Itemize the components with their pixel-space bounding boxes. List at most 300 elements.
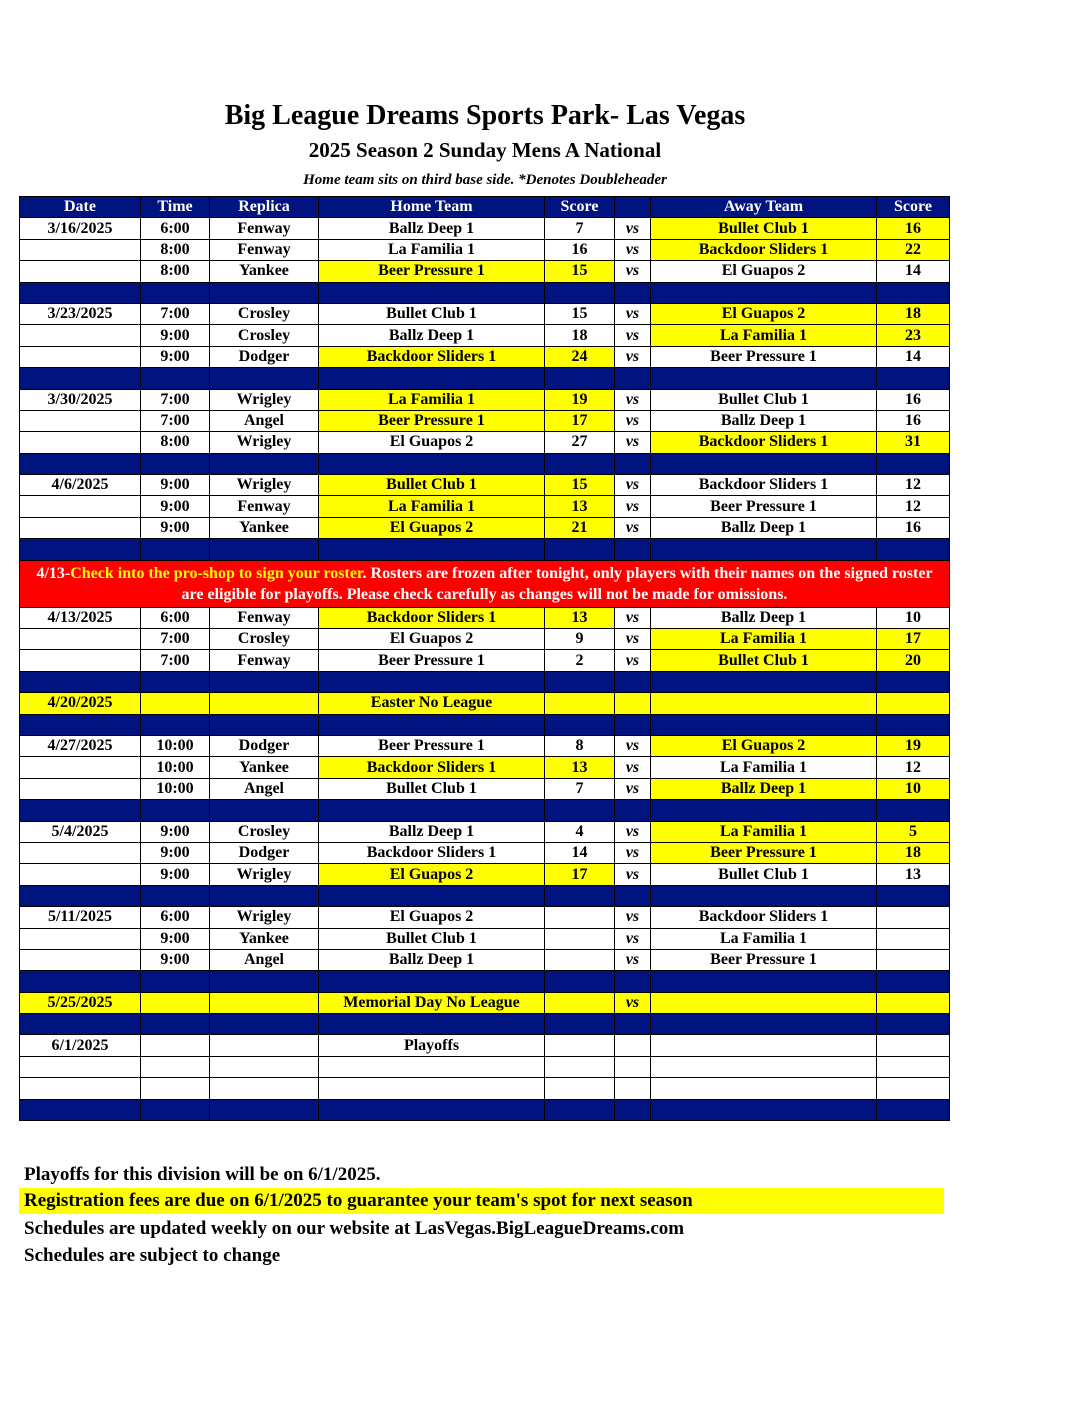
time-cell [141, 1056, 210, 1077]
field-cell: Fenway [210, 218, 319, 239]
away-team-cell: Backdoor Sliders 1 [651, 432, 877, 453]
home-team-cell: Bullet Club 1 [319, 303, 545, 324]
separator-cell [615, 1014, 651, 1035]
separator-cell [651, 282, 877, 303]
separator-cell [651, 453, 877, 474]
time-cell: 6:00 [141, 607, 210, 628]
home-team-cell: Backdoor Sliders 1 [319, 346, 545, 367]
time-cell: 9:00 [141, 821, 210, 842]
separator-cell [877, 971, 950, 992]
home-team-cell [319, 1056, 545, 1077]
separator-cell [545, 885, 615, 906]
field-cell [210, 1078, 319, 1099]
time-cell: 8:00 [141, 432, 210, 453]
time-cell [141, 1035, 210, 1056]
notice-prefix: 4/13- [36, 564, 71, 582]
field-cell: Angel [210, 949, 319, 970]
separator-cell [141, 539, 210, 560]
field-cell: Wrigley [210, 475, 319, 496]
separator-cell [20, 282, 141, 303]
home-score-cell: 19 [545, 389, 615, 410]
separator-cell [319, 368, 545, 389]
time-cell: 7:00 [141, 389, 210, 410]
time-cell: 10:00 [141, 778, 210, 799]
away-score-cell: 16 [877, 218, 950, 239]
separator-cell [319, 539, 545, 560]
separator-cell [20, 453, 141, 474]
vs-cell: vs [615, 821, 651, 842]
game-row [20, 1035, 950, 1056]
home-team-cell: Bullet Club 1 [319, 778, 545, 799]
separator-cell [545, 282, 615, 303]
page-subtitle: 2025 Season 2 Sunday Mens A National [308, 138, 662, 162]
separator-cell [319, 282, 545, 303]
separator-cell [20, 714, 141, 735]
vs-cell: vs [615, 907, 651, 928]
time-cell: 9:00 [141, 864, 210, 885]
vs-cell: vs [615, 239, 651, 260]
separator-cell [545, 1099, 615, 1120]
date-cell [20, 261, 141, 282]
date-cell: 3/16/2025 [20, 218, 141, 239]
home-score-cell: 13 [545, 757, 615, 778]
time-cell: 6:00 [141, 218, 210, 239]
footer-registration-note: Registration fees are due on 6/1/2025 to guarantee your team's spot for next season [19, 1188, 944, 1214]
separator-cell [319, 1014, 545, 1035]
away-team-cell [651, 992, 877, 1013]
week-separator-row [20, 282, 950, 303]
game-row [20, 346, 950, 367]
separator-cell [141, 1099, 210, 1120]
header-vs [615, 197, 651, 218]
vs-cell: vs [615, 496, 651, 517]
home-team-cell: El Guapos 2 [319, 864, 545, 885]
game-row [20, 629, 950, 650]
separator-cell [141, 1014, 210, 1035]
field-cell: Wrigley [210, 389, 319, 410]
separator-cell [141, 453, 210, 474]
week-separator-row [20, 671, 950, 692]
separator-cell [545, 453, 615, 474]
vs-cell: vs [615, 778, 651, 799]
away-team-cell: Backdoor Sliders 1 [651, 907, 877, 928]
home-score-cell: 4 [545, 821, 615, 842]
separator-cell [20, 971, 141, 992]
separator-cell [615, 453, 651, 474]
game-row [20, 475, 950, 496]
field-cell: Crosley [210, 325, 319, 346]
separator-cell [20, 671, 141, 692]
away-team-cell: Beer Pressure 1 [651, 842, 877, 863]
home-team-cell: Beer Pressure 1 [319, 261, 545, 282]
separator-cell [615, 971, 651, 992]
away-score-cell: 16 [877, 517, 950, 538]
date-cell [20, 778, 141, 799]
time-cell: 8:00 [141, 239, 210, 260]
date-cell [20, 928, 141, 949]
separator-cell [20, 1099, 141, 1120]
separator-cell [877, 671, 950, 692]
home-team-cell: La Familia 1 [319, 389, 545, 410]
vs-cell: vs [615, 735, 651, 756]
footer-website-note: Schedules are updated weekly on our website at LasVegas.BigLeagueDreams.com [24, 1218, 685, 1239]
holiday-label: Memorial Day No League [319, 992, 545, 1013]
separator-cell [877, 539, 950, 560]
field-cell: Crosley [210, 629, 319, 650]
home-team-cell: El Guapos 2 [319, 517, 545, 538]
field-cell: Yankee [210, 261, 319, 282]
time-cell: 7:00 [141, 410, 210, 431]
separator-cell [545, 800, 615, 821]
away-team-cell: Ballz Deep 1 [651, 410, 877, 431]
week-separator-row [20, 1014, 950, 1035]
away-team-cell: Ballz Deep 1 [651, 778, 877, 799]
separator-cell [615, 539, 651, 560]
game-row [20, 410, 950, 431]
time-cell: 9:00 [141, 496, 210, 517]
home-team-cell: Bullet Club 1 [319, 475, 545, 496]
header-away-team: Away Team [651, 197, 877, 218]
home-team-cell: La Familia 1 [319, 239, 545, 260]
field-cell: Fenway [210, 239, 319, 260]
footer-playoffs-note: Playoffs for this division will be on 6/1/2025. [24, 1164, 381, 1185]
time-cell: 9:00 [141, 346, 210, 367]
game-row [20, 389, 950, 410]
time-cell: 10:00 [141, 735, 210, 756]
separator-cell [210, 1099, 319, 1120]
away-score-cell [877, 693, 950, 714]
field-cell: Angel [210, 410, 319, 431]
vs-cell: vs [615, 261, 651, 282]
separator-cell [141, 714, 210, 735]
home-score-cell: 2 [545, 650, 615, 671]
time-cell [141, 693, 210, 714]
time-cell: 7:00 [141, 629, 210, 650]
time-cell: 10:00 [141, 757, 210, 778]
away-score-cell: 16 [877, 410, 950, 431]
separator-cell [141, 800, 210, 821]
vs-cell: vs [615, 650, 651, 671]
date-cell [20, 410, 141, 431]
home-score-cell [545, 928, 615, 949]
away-score-cell: 31 [877, 432, 950, 453]
game-row [20, 907, 950, 928]
game-row [20, 757, 950, 778]
away-team-cell [651, 1078, 877, 1099]
field-cell: Fenway [210, 607, 319, 628]
home-score-cell: 18 [545, 325, 615, 346]
away-team-cell: La Familia 1 [651, 757, 877, 778]
away-team-cell: Ballz Deep 1 [651, 607, 877, 628]
field-cell [210, 1056, 319, 1077]
home-score-cell: 7 [545, 778, 615, 799]
separator-cell [651, 971, 877, 992]
game-row [20, 239, 950, 260]
home-team-cell: Playoffs [319, 1035, 545, 1056]
home-score-cell: 17 [545, 410, 615, 431]
game-row [20, 432, 950, 453]
home-team-cell: Bullet Club 1 [319, 928, 545, 949]
home-score-cell: 21 [545, 517, 615, 538]
date-cell: 5/4/2025 [20, 821, 141, 842]
header-away-score: Score [877, 197, 950, 218]
away-score-cell [877, 949, 950, 970]
away-score-cell: 12 [877, 496, 950, 517]
away-team-cell: Beer Pressure 1 [651, 346, 877, 367]
separator-cell [210, 671, 319, 692]
date-cell [20, 757, 141, 778]
separator-cell [877, 1014, 950, 1035]
separator-cell [210, 539, 319, 560]
home-team-cell: Backdoor Sliders 1 [319, 757, 545, 778]
date-cell [20, 517, 141, 538]
time-cell [141, 1078, 210, 1099]
home-team-cell: El Guapos 2 [319, 432, 545, 453]
date-cell [20, 325, 141, 346]
separator-cell [615, 368, 651, 389]
vs-cell: vs [615, 517, 651, 538]
vs-cell: vs [615, 629, 651, 650]
time-cell: 9:00 [141, 928, 210, 949]
separator-cell [210, 800, 319, 821]
game-row [20, 778, 950, 799]
separator-cell [210, 885, 319, 906]
home-team-cell: Backdoor Sliders 1 [319, 607, 545, 628]
separator-cell [210, 282, 319, 303]
away-team-cell: El Guapos 2 [651, 303, 877, 324]
game-row [20, 218, 950, 239]
week-separator-row [20, 971, 950, 992]
week-separator-row [20, 800, 950, 821]
away-team-cell: La Familia 1 [651, 821, 877, 842]
notice-highlight: Check into the pro-shop to sign your roster [70, 564, 363, 582]
date-cell [20, 1078, 141, 1099]
away-score-cell: 23 [877, 325, 950, 346]
home-score-cell: 15 [545, 261, 615, 282]
home-score-cell [545, 992, 615, 1013]
separator-cell [877, 1099, 950, 1120]
date-cell [20, 1056, 141, 1077]
separator-cell [545, 368, 615, 389]
separator-cell [319, 971, 545, 992]
away-score-cell: 18 [877, 303, 950, 324]
separator-cell [20, 885, 141, 906]
home-team-cell: Beer Pressure 1 [319, 410, 545, 431]
home-team-cell: Beer Pressure 1 [319, 650, 545, 671]
home-team-cell: Ballz Deep 1 [319, 949, 545, 970]
time-cell: 9:00 [141, 517, 210, 538]
separator-cell [319, 1099, 545, 1120]
home-team-cell: La Familia 1 [319, 496, 545, 517]
away-team-cell [651, 1056, 877, 1077]
home-score-cell: 8 [545, 735, 615, 756]
vs-cell: vs [615, 757, 651, 778]
vs-cell: vs [615, 218, 651, 239]
separator-cell [615, 1099, 651, 1120]
game-row [20, 864, 950, 885]
away-team-cell: El Guapos 2 [651, 261, 877, 282]
date-cell [20, 864, 141, 885]
away-score-cell: 13 [877, 864, 950, 885]
separator-cell [651, 885, 877, 906]
vs-cell: vs [615, 389, 651, 410]
away-score-cell [877, 1056, 950, 1077]
separator-cell [545, 714, 615, 735]
away-team-cell: Backdoor Sliders 1 [651, 475, 877, 496]
time-cell: 7:00 [141, 303, 210, 324]
schedule-note: Home team sits on third base side. *Denotes Doubleheader [303, 172, 667, 188]
date-cell [20, 949, 141, 970]
vs-cell [615, 1056, 651, 1077]
separator-cell [651, 671, 877, 692]
game-row [20, 842, 950, 863]
separator-cell [319, 671, 545, 692]
field-cell: Fenway [210, 650, 319, 671]
header-date: Date [20, 197, 141, 218]
game-row [20, 325, 950, 346]
date-cell [20, 346, 141, 367]
away-score-cell: 22 [877, 239, 950, 260]
away-team-cell: La Familia 1 [651, 629, 877, 650]
away-team-cell [651, 1035, 877, 1056]
vs-cell [615, 1035, 651, 1056]
date-cell [20, 629, 141, 650]
separator-cell [651, 714, 877, 735]
home-score-cell: 7 [545, 218, 615, 239]
separator-cell [651, 368, 877, 389]
field-cell: Crosley [210, 821, 319, 842]
vs-cell: vs [615, 607, 651, 628]
date-cell [20, 239, 141, 260]
away-score-cell [877, 992, 950, 1013]
home-score-cell: 9 [545, 629, 615, 650]
away-score-cell: 17 [877, 629, 950, 650]
home-score-cell: 16 [545, 239, 615, 260]
vs-cell: vs [615, 864, 651, 885]
field-cell: Yankee [210, 517, 319, 538]
game-row [20, 928, 950, 949]
separator-cell [319, 714, 545, 735]
separator-cell [877, 714, 950, 735]
holiday-row [20, 992, 950, 1013]
separator-cell [651, 800, 877, 821]
home-score-cell [545, 1056, 615, 1077]
separator-cell [210, 1014, 319, 1035]
date-cell [20, 496, 141, 517]
away-score-cell: 10 [877, 607, 950, 628]
separator-cell [141, 971, 210, 992]
separator-cell [877, 800, 950, 821]
page-title: Big League Dreams Sports Park- Las Vegas [224, 100, 746, 131]
away-team-cell: La Familia 1 [651, 928, 877, 949]
footer-change-note: Schedules are subject to change [24, 1245, 281, 1266]
game-row [20, 517, 950, 538]
date-cell: 3/23/2025 [20, 303, 141, 324]
home-team-cell: Ballz Deep 1 [319, 821, 545, 842]
home-score-cell [545, 1078, 615, 1099]
date-cell: 5/11/2025 [20, 907, 141, 928]
separator-cell [615, 282, 651, 303]
away-team-cell: Bullet Club 1 [651, 218, 877, 239]
field-cell: Fenway [210, 496, 319, 517]
date-cell: 4/27/2025 [20, 735, 141, 756]
separator-cell [545, 1014, 615, 1035]
home-score-cell: 24 [545, 346, 615, 367]
separator-cell [141, 671, 210, 692]
date-cell: 3/30/2025 [20, 389, 141, 410]
game-row [20, 650, 950, 671]
vs-cell: vs [615, 346, 651, 367]
vs-cell: vs [615, 842, 651, 863]
game-row [20, 735, 950, 756]
field-cell: Yankee [210, 928, 319, 949]
away-score-cell: 5 [877, 821, 950, 842]
date-cell: 4/20/2025 [20, 693, 141, 714]
roster-notice [20, 560, 950, 607]
separator-cell [651, 1099, 877, 1120]
field-cell [210, 693, 319, 714]
away-score-cell [877, 1035, 950, 1056]
separator-cell [210, 971, 319, 992]
away-team-cell: Backdoor Sliders 1 [651, 239, 877, 260]
header-home-team: Home Team [319, 197, 545, 218]
field-cell: Crosley [210, 303, 319, 324]
time-cell: 9:00 [141, 475, 210, 496]
home-team-cell: Backdoor Sliders 1 [319, 842, 545, 863]
away-score-cell [877, 1078, 950, 1099]
header-home-score: Score [545, 197, 615, 218]
week-separator-row [20, 453, 950, 474]
game-row [20, 1056, 950, 1077]
vs-cell: vs [615, 303, 651, 324]
time-cell: 9:00 [141, 949, 210, 970]
week-separator-row [20, 539, 950, 560]
away-score-cell: 10 [877, 778, 950, 799]
time-cell: 9:00 [141, 325, 210, 346]
holiday-label: Easter No League [319, 693, 545, 714]
home-score-cell: 14 [545, 842, 615, 863]
away-score-cell: 14 [877, 346, 950, 367]
separator-cell [877, 368, 950, 389]
away-score-cell: 19 [877, 735, 950, 756]
away-team-cell: Bullet Club 1 [651, 389, 877, 410]
away-score-cell [877, 928, 950, 949]
vs-cell: vs [615, 992, 651, 1013]
date-cell [20, 432, 141, 453]
away-team-cell: Bullet Club 1 [651, 650, 877, 671]
home-score-cell: 27 [545, 432, 615, 453]
separator-cell [319, 885, 545, 906]
separator-cell [141, 368, 210, 389]
home-score-cell [545, 1035, 615, 1056]
field-cell [210, 1035, 319, 1056]
vs-cell [615, 693, 651, 714]
away-team-cell: Ballz Deep 1 [651, 517, 877, 538]
separator-cell [210, 714, 319, 735]
separator-cell [615, 671, 651, 692]
separator-cell [651, 539, 877, 560]
date-cell: 4/6/2025 [20, 475, 141, 496]
date-cell: 6/1/2025 [20, 1035, 141, 1056]
away-score-cell [877, 907, 950, 928]
separator-cell [615, 800, 651, 821]
game-row [20, 261, 950, 282]
separator-cell [319, 800, 545, 821]
table-header-row [20, 197, 950, 218]
away-team-cell: La Familia 1 [651, 325, 877, 346]
away-score-cell: 16 [877, 389, 950, 410]
separator-cell [545, 971, 615, 992]
